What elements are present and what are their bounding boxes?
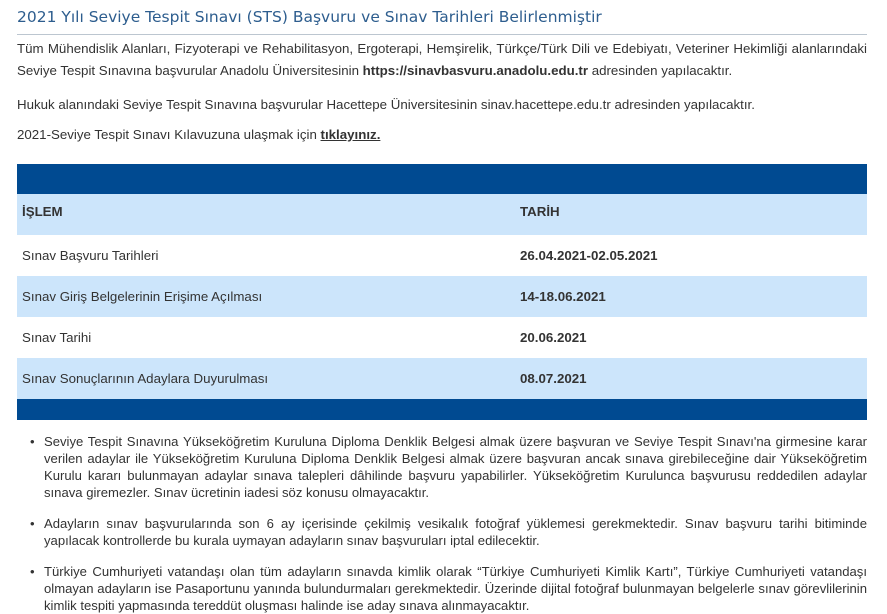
note-text: Türkiye Cumhuriyeti vatandaşı olan tüm adayların sınavda kimlik olarak “Türkiye Cumhuriyeti Kimlik Kartı”, Türkiye Cumhuriyeti vatandaşı olmayan adayların ise Pasaportunu yanında bulundurmaları gerekmektedir. Üzerinde dijital fotoğraf bulunmayan belgelerle sınav görevlilerinin kimlik tespiti yapmasında tereddüt oluşması halinde ise aday sınava alınmayacaktır.	[44, 564, 867, 613]
bullet-icon: •	[30, 564, 35, 579]
note-text: Adayların sınav başvurularında son 6 ay içerisinde çekilmiş vesikalık fotoğraf yüklemesi gerekmektedir. Sınav başvuru tarihi bitiminde yapılacak kontrollerde bu kurala uymayan adayların sınav başvuruları iptal edilecektir.	[44, 516, 867, 548]
row-date: 14-18.06.2021	[520, 289, 606, 304]
page-title: 2021 Yılı Seviye Tespit Sınavı (STS) Başvuru ve Sınav Tarihleri Belirlenmiştir	[17, 8, 602, 26]
table-row	[17, 235, 867, 276]
guide-link[interactable]: tıklayınız.	[320, 127, 381, 142]
intro-paragraph-engineering	[17, 38, 867, 82]
intro-paragraph-law: Hukuk alanındaki Seviye Tespit Sınavına başvurular Hacettepe Üniversitesinin sinav.hacettepe.edu.tr adresinden yapılacaktır.	[17, 97, 755, 112]
intro-p1-tail: adresinden yapılacaktır.	[588, 63, 733, 78]
row-label: Sınav Tarihi	[22, 330, 92, 345]
row-label: Sınav Giriş Belgelerinin Erişime Açılması	[22, 289, 263, 304]
row-date: 08.07.2021	[520, 371, 587, 386]
list-item	[30, 515, 867, 549]
header-tarih: TARİH	[520, 204, 560, 219]
row-date: 26.04.2021-02.05.2021	[520, 248, 658, 263]
bullet-icon: •	[30, 434, 35, 449]
title-divider	[17, 34, 867, 35]
list-item	[30, 563, 867, 614]
table-header-row	[17, 194, 867, 235]
header-islem: İŞLEM	[22, 204, 63, 219]
guide-text: 2021-Seviye Tespit Sınavı Kılavuzuna ulaşmak için	[17, 127, 321, 142]
table-row	[17, 317, 867, 358]
row-date: 20.06.2021	[520, 330, 587, 345]
guide-paragraph	[17, 124, 867, 146]
table-top-band	[17, 164, 867, 194]
notes-list	[30, 433, 867, 614]
row-label: Sınav Başvuru Tarihleri	[22, 248, 159, 263]
list-item	[30, 433, 867, 501]
row-label: Sınav Sonuçlarının Adaylara Duyurulması	[22, 371, 269, 386]
dates-table	[17, 164, 867, 420]
table-row	[17, 358, 867, 399]
table-bottom-band	[17, 399, 867, 420]
note-text: Seviye Tespit Sınavına Yükseköğretim Kuruluna Diploma Denklik Belgesi almak üzere başvuran ve Seviye Tespit Sınavı'na girmesine karar verilen adaylar ile Yükseköğretim Kuruluna Diploma Denklik Belgesi almak üzere başvuran ancak sınava girebileceğine dair Yükseköğretim Kurulu kararı bulunmayan adaylar sınava talepleri dâhilinde başvuru yapabilirler. Yükseköğretim Kurulunca başvurusu reddedilen adaylar sınava giremezler. Sınav ücretinin iadesi söz konusu olmayacaktır.	[44, 434, 867, 500]
bullet-icon: •	[30, 516, 35, 531]
table-row	[17, 276, 867, 317]
anadolu-url: https://sinavbasvuru.anadolu.edu.tr	[362, 63, 589, 78]
intro-p1-text: Tüm Mühendislik Alanları, Fizyoterapi ve Rehabilitasyon, Ergoterapi, Hemşirelik, Türkçe/Türk Dili ve Edebiyatı, Veteriner Hekimliği alanlarındaki Seviye Tespit Sınavına başvurular Anadolu Üniversitesinin	[17, 41, 867, 78]
